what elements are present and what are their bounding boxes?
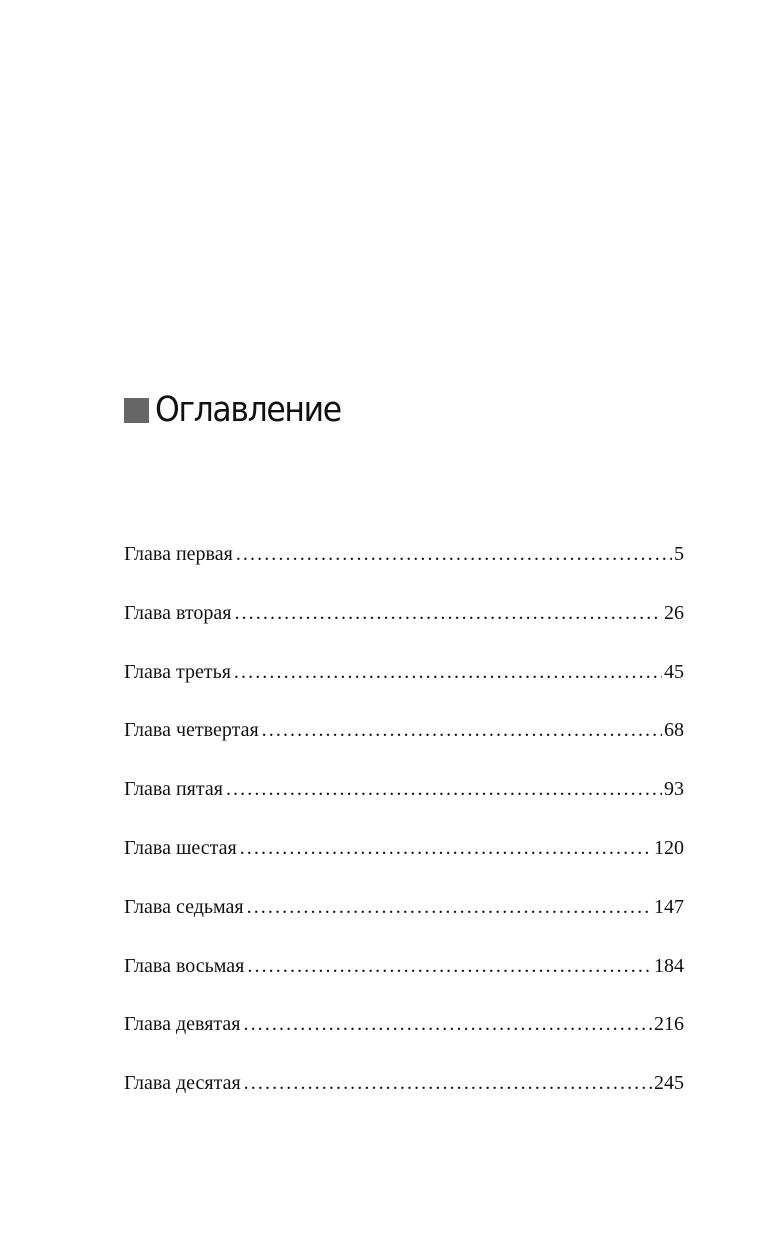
- toc-entry[interactable]: [124, 955, 684, 1014]
- toc-entry[interactable]: [124, 543, 684, 602]
- toc-entry-title: Глава четвертая: [124, 719, 259, 742]
- toc-entry-page: 245: [654, 1072, 684, 1095]
- toc-dot-leader: [234, 661, 662, 684]
- toc-entry-title: Глава десятая: [124, 1072, 241, 1095]
- toc-entry[interactable]: [124, 896, 684, 955]
- toc-entry[interactable]: [124, 602, 684, 661]
- toc-entry-page: 184: [654, 954, 684, 977]
- toc-entry-title: Глава первая: [124, 543, 233, 565]
- toc-entry-page: 68: [664, 719, 684, 742]
- toc-dot-leader: [234, 602, 662, 625]
- toc-entry-page: 45: [664, 660, 684, 683]
- toc-entry-title: Глава пятая: [124, 778, 223, 801]
- toc-entry-page: 93: [664, 778, 684, 801]
- toc-heading: [124, 388, 361, 432]
- toc-dot-leader: [247, 896, 652, 919]
- toc-entry-title: Глава шестая: [124, 836, 237, 859]
- toc-entry-title: Глава девятая: [124, 1013, 241, 1036]
- toc-entry[interactable]: [124, 778, 684, 837]
- toc-entry[interactable]: [124, 719, 684, 778]
- toc-dot-leader: [240, 837, 652, 860]
- page-title: Оглавление: [155, 390, 341, 430]
- toc-dot-leader: [243, 1013, 652, 1036]
- toc-entry-page: 5: [674, 543, 684, 565]
- toc-entry-page: 147: [654, 895, 684, 918]
- toc-entry-page: 216: [654, 1013, 684, 1036]
- toc-entry[interactable]: [124, 1072, 684, 1131]
- heading-square-marker: [124, 398, 149, 423]
- toc-entry-title: Глава седьмая: [124, 895, 244, 918]
- toc-entry[interactable]: [124, 661, 684, 720]
- toc-dot-leader: [226, 778, 662, 801]
- toc-list: [124, 543, 684, 1131]
- toc-entry-title: Глава третья: [124, 660, 231, 683]
- toc-entry[interactable]: [124, 1013, 684, 1072]
- toc-dot-leader: [236, 543, 672, 566]
- toc-entry[interactable]: [124, 837, 684, 896]
- toc-entry-page: 120: [654, 836, 684, 859]
- toc-dot-leader: [262, 719, 662, 742]
- toc-entry-title: Глава восьмая: [124, 954, 245, 977]
- toc-entry-title: Глава вторая: [124, 601, 232, 624]
- toc-dot-leader: [244, 1072, 652, 1095]
- toc-dot-leader: [247, 955, 652, 978]
- toc-entry-page: 26: [664, 601, 684, 624]
